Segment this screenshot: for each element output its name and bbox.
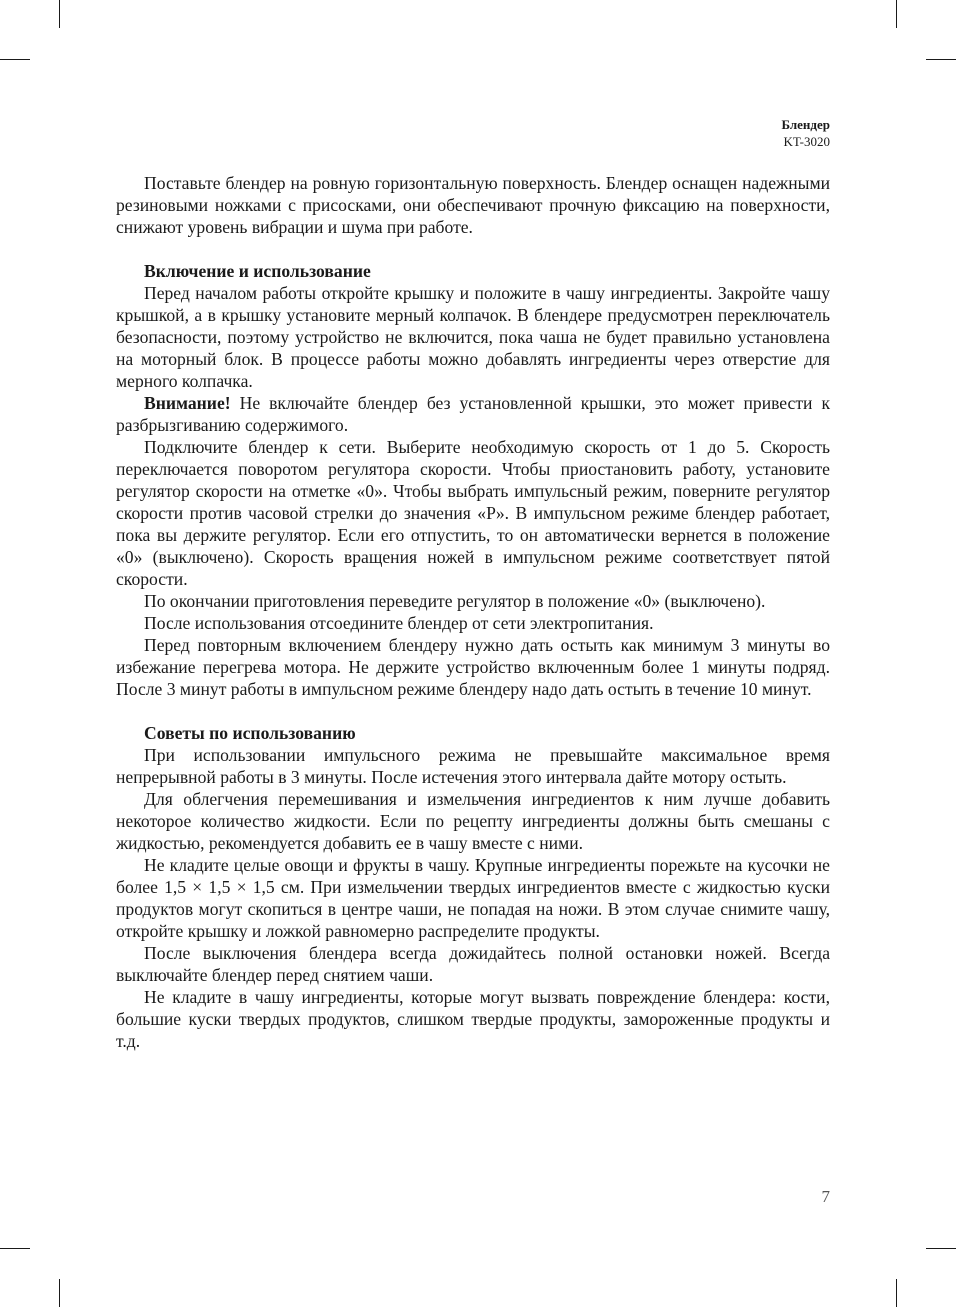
section-heading-tips: Советы по использованию	[144, 723, 356, 743]
header-model: KT-3020	[783, 134, 830, 149]
tips-paragraph-3: Не кладите целые овощи и фрукты в чашу. Крупные ингредиенты порежьте на кусочки не более 1,5 × 1,5 × 1,5 см. При измельчении твердых ингредиентов вместе с жидкостью куски продуктов могут скопиться в центре чаши, не попадая на ножи. В этом случае снимите чашу, откройте крышку и ложкой равномерно распределите продукты.	[116, 855, 830, 941]
usage-paragraph-6: Перед повторным включением блендеру нужно дать остыть как минимум 3 минуты во избежание перегрева мотора. Не держите устройство включенным более 1 минуты подряд. После 3 минут работы в импульсном режиме блендеру надо дать остыть в течение 10 минут.	[116, 635, 830, 699]
usage-paragraph-1: Перед началом работы откройте крышку и положите в чашу ингредиенты. Закройте чашу крышкой, а в крышку установите мерный колпачок. В блендере предусмотрен переключатель безопасности, поэтому устройство не включится, пока чаша не будет правильно установлена на моторный блок. В процессе работы можно добавлять ингредиенты через отверстие для мерного колпачка.	[116, 283, 830, 391]
warning-paragraph	[116, 392, 830, 436]
crop-mark-bottom-right-vertical	[896, 1279, 897, 1307]
tips-paragraph-2: Для облегчения перемешивания и измельчения ингредиентов к ним лучше добавить некоторое количество жидкости. Если по рецепту ингредиенты должны быть смешаны с жидкостью, рекомендуется добавить ее в чашу вместе с ними.	[116, 789, 830, 853]
page-content	[116, 172, 830, 1052]
crop-mark-bottom-right-horizontal	[926, 1248, 956, 1249]
warning-text: Не включайте блендер без установленной крышки, это может привести к разбрызгиванию содержимого.	[116, 393, 830, 435]
usage-paragraph-4: По окончании приготовления переведите регулятор в положение «0» (выключено).	[144, 591, 766, 611]
crop-mark-top-left-horizontal	[0, 59, 30, 60]
crop-mark-top-right-vertical	[896, 0, 897, 28]
crop-mark-bottom-left-horizontal	[0, 1248, 30, 1249]
usage-paragraph-5: После использования отсоедините блендер от сети электропитания.	[144, 613, 654, 633]
running-header	[781, 116, 830, 150]
intro-paragraph: Поставьте блендер на ровную горизонтальную поверхность. Блендер оснащен надежными резиновыми ножками с присосками, они обеспечивают прочную фиксацию на поверхности, снижают уровень вибрации и шума при работе.	[116, 173, 830, 237]
warning-label: Внимание!	[144, 393, 231, 413]
tips-paragraph-4: После выключения блендера всегда дожидайтесь полной остановки ножей. Всегда выключайте блендер перед снятием чаши.	[116, 943, 830, 985]
crop-mark-top-left-vertical	[59, 0, 60, 28]
header-title: Блендер	[781, 117, 830, 132]
section-heading-usage: Включение и использование	[144, 261, 371, 281]
crop-mark-top-right-horizontal	[926, 59, 956, 60]
tips-paragraph-1: При использовании импульсного режима не превышайте максимальное время непрерывной работы в 3 минуты. После истечения этого интервала дайте мотору остыть.	[116, 745, 830, 787]
tips-paragraph-5: Не кладите в чашу ингредиенты, которые могут вызвать повреждение блендера: кости, большие куски твердых продуктов, слишком твердые продукты, замороженные продукты и т.д.	[116, 987, 830, 1051]
crop-mark-bottom-left-vertical	[59, 1279, 60, 1307]
usage-paragraph-3: Подключите блендер к сети. Выберите необходимую скорость от 1 до 5. Скорость переключается поворотом регулятора скорости. Чтобы приостановить работу, установите регулятор скорости на отметке «0». Чтобы выбрать импульсный режим, поверните регулятор скорости против часовой стрелки до значения «P». В импульсном режиме блендер работает, пока вы держите регулятор. Если его отпустить, то он автоматически вернется в положение «0» (выключено). Скорость вращения ножей в импульсном режиме соответствует пятой скорости.	[116, 437, 830, 589]
page-number: 7	[821, 1187, 830, 1206]
